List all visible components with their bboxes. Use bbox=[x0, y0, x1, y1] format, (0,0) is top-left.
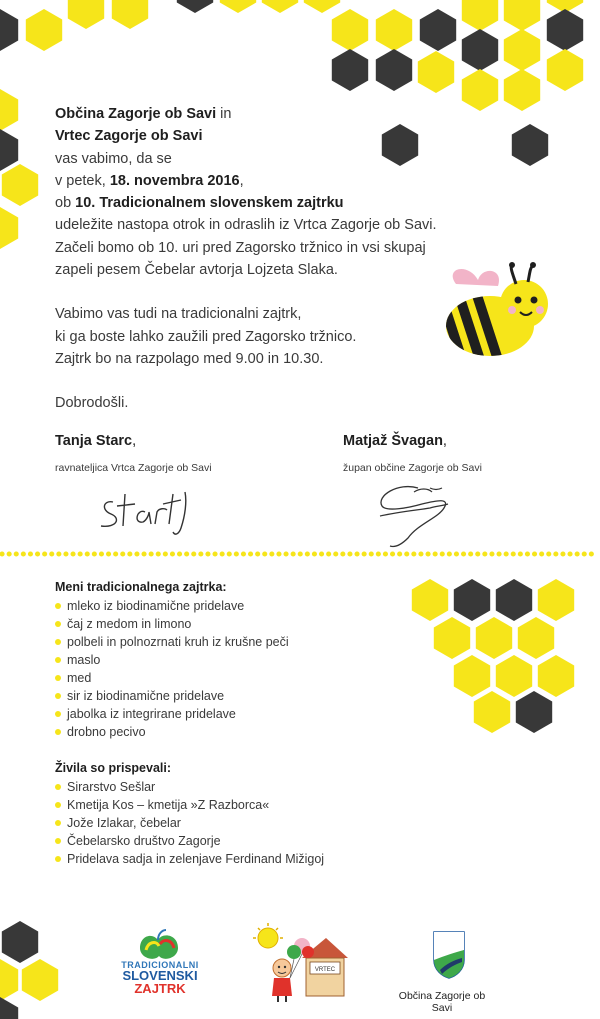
honeycomb-cell bbox=[454, 579, 490, 621]
bullet-icon bbox=[55, 820, 61, 826]
honeycomb-cell bbox=[518, 617, 554, 659]
bullet-icon bbox=[55, 693, 61, 699]
bullet-icon bbox=[55, 621, 61, 627]
list-item: jabolka iz integrirane pridelave bbox=[55, 705, 385, 723]
honeycomb-cell bbox=[547, 9, 583, 51]
honeycomb-cell bbox=[516, 691, 552, 733]
honeycomb-cell bbox=[376, 49, 412, 91]
bee-illustration bbox=[438, 262, 553, 362]
honeycomb-cell bbox=[332, 9, 368, 51]
honeycomb-cell bbox=[418, 51, 454, 93]
honeycomb-cell bbox=[262, 0, 298, 13]
honeycomb-cell bbox=[376, 9, 412, 51]
list-item: Jože Izlakar, čebelar bbox=[55, 814, 385, 832]
greeting: Dobrodošli. bbox=[55, 395, 129, 412]
honeycomb-cell bbox=[496, 579, 532, 621]
honeycomb-cell bbox=[412, 579, 448, 621]
breakfast-menu bbox=[55, 580, 385, 741]
invitation-text: Občina Zagorje ob Savi in Vrtec Zagorje ob Savi vas vabimo, da se v petek, 18. novembra 2016, ob 10. Tradicionalnem slovenskem zajtrku udeležite nastopa otrok in odraslih iz Vrtca Zagorje ob Savi. Začeli bomo ob 10. uri pred Zagorsko tržnico in vsi skupaj zapeli pesem Čebelar avtorja Lojzeta Slaka. Vabimo vas tudi na tradicionalni zajtrk, ki ga boste lahko zaužili pred Zagorsko tržnico. Zajtrk bo na razpolago med 9.00 in 10.30. Dobrodošli. bbox=[55, 103, 535, 415]
coat-of-arms-icon bbox=[432, 930, 466, 980]
honeycomb-cell bbox=[0, 9, 18, 51]
honeycomb-cell bbox=[0, 997, 18, 1019]
kindergarten-logo bbox=[250, 922, 350, 1002]
honeycomb-cell bbox=[420, 9, 456, 51]
host-municipality: Občina Zagorje ob Savi bbox=[55, 106, 217, 122]
bullet-icon bbox=[55, 729, 61, 735]
honeycomb-cell bbox=[462, 0, 498, 31]
signatory-director: Tanja Starc, ravnateljica Vrtca Zagorje ob Savi bbox=[55, 433, 212, 474]
signature-svagan bbox=[368, 478, 458, 548]
honeycomb-cell bbox=[434, 617, 470, 659]
bullet-icon bbox=[55, 856, 61, 862]
bullet-icon bbox=[55, 675, 61, 681]
list-item: Kmetija Kos – kmetija »Z Razborca« bbox=[55, 796, 385, 814]
list-item: sir iz biodinamične pridelave bbox=[55, 687, 385, 705]
dotted-separator bbox=[0, 550, 600, 558]
honeycomb-cell bbox=[538, 655, 574, 697]
honeycomb-cell bbox=[332, 49, 368, 91]
signature-starc bbox=[95, 488, 195, 538]
honeycomb-cell bbox=[496, 655, 532, 697]
list-item: Pridelava sadja in zelenjave Ferdinand Mižigoj bbox=[55, 850, 385, 868]
honeycomb-cell bbox=[2, 164, 38, 206]
honeycomb-cell bbox=[0, 959, 18, 1001]
list-item: polbeli in polnozrnati kruh iz krušne peči bbox=[55, 633, 385, 651]
list-item: maslo bbox=[55, 651, 385, 669]
honeycomb-cell bbox=[220, 0, 256, 13]
list-item: med bbox=[55, 669, 385, 687]
host-kindergarten: Vrtec Zagorje ob Savi bbox=[55, 128, 203, 145]
list-item: drobno pecivo bbox=[55, 723, 385, 741]
list-item: Sirarstvo Sešlar bbox=[55, 778, 385, 796]
honeycomb-cell bbox=[2, 921, 38, 963]
honeycomb-cell bbox=[26, 9, 62, 51]
honeycomb-cell bbox=[538, 579, 574, 621]
honeycomb-cell bbox=[177, 0, 213, 13]
honeycomb-cell bbox=[22, 959, 58, 1001]
bullet-icon bbox=[55, 838, 61, 844]
event-date: 18. novembra 2016 bbox=[109, 172, 240, 189]
honeycomb-cell bbox=[462, 29, 498, 71]
municipality-logo-label: Občina Zagorje ob Savi bbox=[398, 990, 486, 1014]
honeycomb-cell bbox=[504, 29, 540, 71]
list-item: Čebelarsko društvo Zagorje bbox=[55, 832, 385, 850]
list-item: čaj z medom in limono bbox=[55, 615, 385, 633]
honeycomb-cell bbox=[0, 129, 18, 171]
honeycomb-cell bbox=[0, 207, 18, 249]
bullet-icon bbox=[55, 802, 61, 808]
contributors-list bbox=[55, 761, 385, 868]
honeycomb-cell bbox=[504, 0, 540, 31]
signatory-mayor: Matjaž Švagan, župan občine Zagorje ob Savi bbox=[343, 433, 482, 474]
honeycomb-cell bbox=[68, 0, 104, 29]
honeycomb-cell bbox=[476, 617, 512, 659]
honeycomb-cell bbox=[454, 655, 490, 697]
bullet-icon bbox=[55, 711, 61, 717]
event-title: 10. Tradicionalnem slovenskem zajtrku bbox=[75, 195, 344, 212]
honeycomb-cell bbox=[474, 691, 510, 733]
menu-title: Meni tradicionalnega zajtrka: bbox=[55, 580, 227, 594]
contributors-title: Živila so prispevali: bbox=[55, 761, 172, 775]
honeycomb-cell bbox=[112, 0, 148, 29]
honeycomb-cell bbox=[304, 0, 340, 13]
honeycomb-cell bbox=[547, 49, 583, 91]
honeycomb-cell bbox=[0, 89, 18, 131]
bullet-icon bbox=[55, 639, 61, 645]
apple-logo-icon bbox=[134, 928, 184, 962]
bullet-icon bbox=[55, 603, 61, 609]
traditional-breakfast-logo: TRADICIONALNI SLOVENSKI ZAJTRK bbox=[121, 960, 199, 996]
bullet-icon bbox=[55, 657, 61, 663]
svg-text:VRTEC: VRTEC bbox=[314, 967, 336, 973]
bullet-icon bbox=[55, 784, 61, 790]
list-item: mleko iz biodinamične pridelave bbox=[55, 597, 385, 615]
